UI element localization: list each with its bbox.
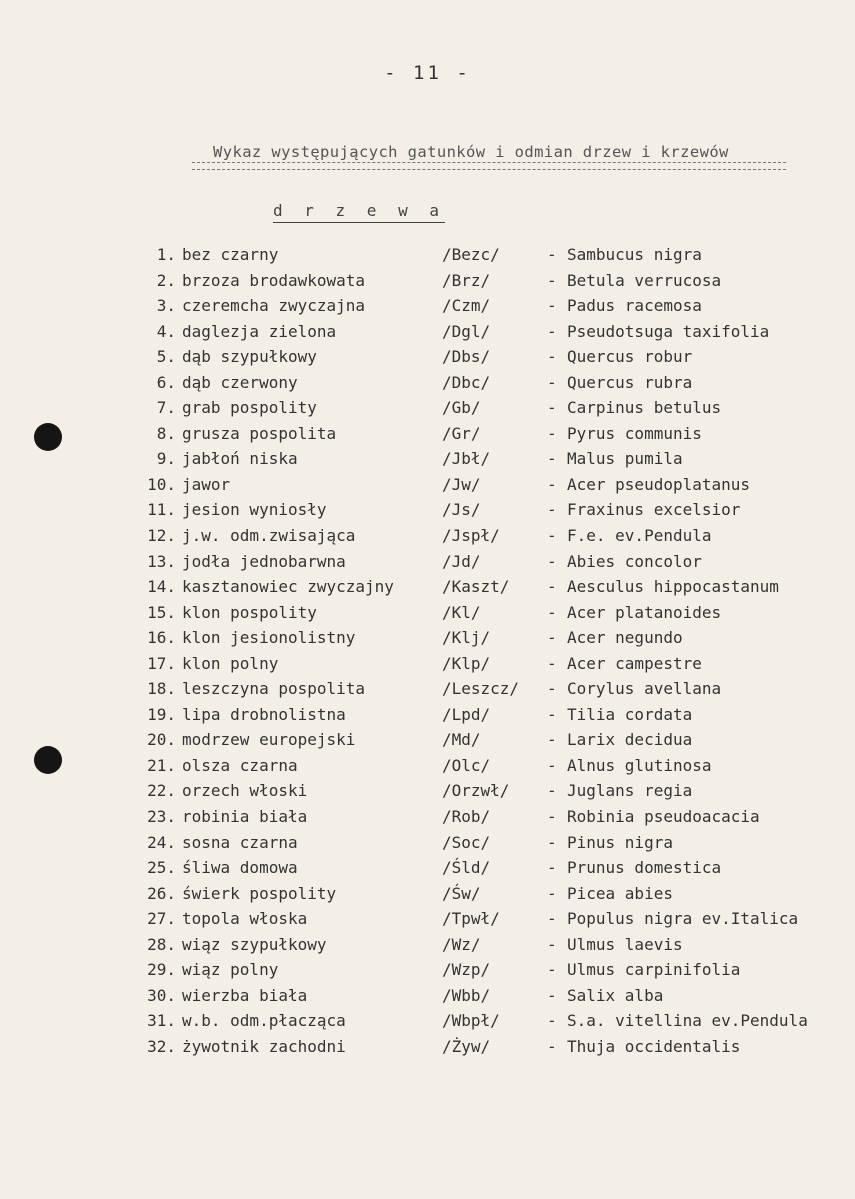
species-latin-name: Padus racemosa (567, 296, 702, 316)
species-abbreviation: /Św/ (442, 883, 481, 903)
species-latin-name: F.e. ev.Pendula (567, 526, 712, 546)
species-latin-name: Fraxinus excelsior (567, 500, 741, 520)
species-polish-name: bez czarny (182, 245, 279, 264)
species-abbreviation: /Bezc/ (442, 245, 500, 264)
species-polish-name: dąb szypułkowy (182, 347, 317, 367)
species-separator: - (547, 270, 557, 290)
species-number: 31. (147, 1011, 176, 1031)
species-row (0, 524, 855, 550)
species-abbreviation: /Dbs/ (442, 347, 491, 367)
species-number: 23. (147, 807, 176, 827)
species-row (0, 933, 855, 959)
species-abbreviation: /Dbc/ (442, 372, 491, 392)
species-abbreviation: /Olc/ (442, 755, 491, 775)
species-latin-name: Acer campestre (567, 653, 702, 673)
species-separator: - (547, 347, 557, 367)
species-latin-name: Acer negundo (567, 628, 683, 648)
species-row (0, 728, 855, 754)
species-polish-name: świerk pospolity (182, 883, 337, 903)
species-separator: - (547, 526, 557, 546)
species-number: 29. (147, 960, 176, 980)
species-number: 3. (156, 296, 176, 316)
species-number: 18. (147, 679, 176, 699)
species-polish-name: sosna czarna (182, 832, 298, 852)
species-abbreviation: /Czm/ (442, 296, 491, 316)
species-polish-name: wiąz szypułkowy (182, 934, 327, 954)
species-polish-name: jodła jednobarwna (182, 551, 346, 571)
species-row (0, 652, 855, 678)
species-abbreviation: /Wz/ (442, 934, 481, 954)
species-separator: - (547, 883, 557, 903)
species-row (0, 805, 855, 831)
species-number: 32. (147, 1036, 176, 1056)
species-number: 6. (156, 372, 176, 392)
section-heading: d r z e w a (273, 201, 445, 220)
species-row (0, 882, 855, 908)
species-abbreviation: /Jbł/ (442, 449, 491, 469)
species-abbreviation: /Tpwł/ (442, 909, 500, 929)
species-abbreviation: /Jspł/ (442, 526, 500, 546)
species-latin-name: Prunus domestica (567, 858, 722, 878)
species-row (0, 575, 855, 601)
species-abbreviation: /Rob/ (442, 807, 491, 827)
species-row (0, 345, 855, 371)
species-separator: - (547, 321, 557, 341)
species-polish-name: w.b. odm.płacząca (182, 1011, 346, 1031)
species-row (0, 498, 855, 524)
species-row (0, 703, 855, 729)
species-polish-name: grusza pospolita (182, 423, 337, 443)
species-latin-name: Salix alba (567, 985, 664, 1005)
species-abbreviation: /Brz/ (442, 270, 491, 290)
species-row (0, 473, 855, 499)
species-latin-name: S.a. vitellina ev.Pendula (567, 1011, 808, 1031)
species-number: 15. (147, 602, 176, 622)
species-abbreviation: /Jd/ (442, 551, 481, 571)
species-row (0, 294, 855, 320)
species-number: 5. (156, 347, 176, 367)
species-abbreviation: /Orzwł/ (442, 781, 510, 801)
species-latin-name: Acer platanoides (567, 602, 722, 622)
species-number: 21. (147, 755, 176, 775)
species-list (0, 243, 855, 1061)
species-number: 30. (147, 985, 176, 1005)
species-abbreviation: /Md/ (442, 730, 481, 750)
species-polish-name: robinia biała (182, 807, 308, 827)
species-separator: - (547, 985, 557, 1005)
species-separator: - (547, 1011, 557, 1031)
species-latin-name: Larix decidua (567, 730, 693, 750)
species-latin-name: Quercus robur (567, 347, 693, 367)
species-number: 11. (147, 500, 176, 520)
species-polish-name: śliwa domowa (182, 858, 298, 878)
species-separator: - (547, 909, 557, 929)
species-abbreviation: /Kl/ (442, 602, 481, 622)
species-polish-name: jawor (182, 474, 231, 494)
species-row (0, 243, 855, 269)
species-latin-name: Juglans regia (567, 781, 693, 801)
species-separator: - (547, 934, 557, 954)
species-abbreviation: /Śld/ (442, 858, 491, 878)
species-abbreviation: /Gr/ (442, 423, 481, 443)
species-row (0, 677, 855, 703)
species-abbreviation: /Dgl/ (442, 321, 491, 341)
species-row (0, 269, 855, 295)
species-polish-name: dąb czerwony (182, 372, 298, 392)
species-polish-name: klon pospolity (182, 602, 317, 622)
species-separator: - (547, 551, 557, 571)
species-separator: - (547, 398, 557, 418)
species-abbreviation: /Gb/ (442, 398, 481, 418)
species-abbreviation: /Lpd/ (442, 704, 491, 724)
species-latin-name: Alnus glutinosa (567, 755, 712, 775)
species-abbreviation: /Klp/ (442, 653, 491, 673)
species-separator: - (547, 960, 557, 980)
species-separator: - (547, 372, 557, 392)
species-polish-name: żywotnik zachodni (182, 1036, 346, 1056)
species-row (0, 958, 855, 984)
species-separator: - (547, 653, 557, 673)
page-number: - 11 - (384, 62, 471, 84)
species-number: 4. (156, 321, 176, 341)
species-abbreviation: /Jw/ (442, 474, 481, 494)
species-row (0, 907, 855, 933)
species-polish-name: klon jesionolistny (182, 628, 356, 648)
species-polish-name: czeremcha zwyczajna (182, 296, 366, 316)
species-polish-name: wierzba biała (182, 985, 308, 1005)
species-latin-name: Pyrus communis (567, 423, 702, 443)
species-row (0, 396, 855, 422)
species-abbreviation: /Wbpł/ (442, 1011, 500, 1031)
species-abbreviation: /Js/ (442, 500, 481, 520)
species-separator: - (547, 602, 557, 622)
species-latin-name: Pinus nigra (567, 832, 673, 852)
species-number: 2. (156, 270, 176, 290)
species-number: 13. (147, 551, 176, 571)
species-number: 17. (147, 653, 176, 673)
species-polish-name: orzech włoski (182, 781, 308, 801)
species-latin-name: Corylus avellana (567, 679, 722, 699)
species-row (0, 320, 855, 346)
species-latin-name: Tilia cordata (567, 704, 693, 724)
species-number: 8. (156, 423, 176, 443)
species-number: 20. (147, 730, 176, 750)
species-separator: - (547, 704, 557, 724)
species-polish-name: modrzew europejski (182, 730, 356, 750)
species-row (0, 447, 855, 473)
species-row (0, 779, 855, 805)
species-row (0, 601, 855, 627)
title-double-rule (192, 162, 786, 170)
species-polish-name: olsza czarna (182, 755, 298, 775)
species-separator: - (547, 730, 557, 750)
species-abbreviation: /Soc/ (442, 832, 491, 852)
species-polish-name: grab pospolity (182, 398, 317, 418)
species-separator: - (547, 858, 557, 878)
species-separator: - (547, 628, 557, 648)
species-number: 19. (147, 704, 176, 724)
species-polish-name: klon polny (182, 653, 279, 673)
species-separator: - (547, 679, 557, 699)
species-separator: - (547, 449, 557, 469)
species-polish-name: kasztanowiec zwyczajny (182, 577, 394, 597)
species-abbreviation: /Żyw/ (442, 1036, 491, 1056)
species-number: 10. (147, 474, 176, 494)
species-separator: - (547, 423, 557, 443)
species-separator: - (547, 755, 557, 775)
species-row (0, 984, 855, 1010)
species-row (0, 754, 855, 780)
species-latin-name: Pseudotsuga taxifolia (567, 321, 770, 341)
species-latin-name: Quercus rubra (567, 372, 693, 392)
species-separator: - (547, 807, 557, 827)
species-separator: - (547, 474, 557, 494)
species-separator: - (547, 577, 557, 597)
species-latin-name: Abies concolor (567, 551, 702, 571)
species-polish-name: jesion wyniosły (182, 500, 327, 520)
species-polish-name: brzoza brodawkowata (182, 270, 366, 290)
species-latin-name: Sambucus nigra (567, 245, 702, 264)
species-latin-name: Ulmus carpinifolia (567, 960, 741, 980)
species-number: 25. (147, 858, 176, 878)
species-polish-name: j.w. odm.zwisająca (182, 526, 356, 546)
species-latin-name: Betula verrucosa (567, 270, 722, 290)
species-polish-name: jabłoń niska (182, 449, 298, 469)
species-separator: - (547, 781, 557, 801)
species-polish-name: daglezja zielona (182, 321, 337, 341)
species-separator: - (547, 832, 557, 852)
species-latin-name: Ulmus laevis (567, 934, 683, 954)
species-number: 7. (156, 398, 176, 418)
species-number: 12. (147, 526, 176, 546)
species-abbreviation: /Leszcz/ (442, 679, 520, 699)
species-latin-name: Populus nigra ev.Italica (567, 909, 799, 929)
species-latin-name: Aesculus hippocastanum (567, 577, 779, 597)
species-row (0, 1035, 855, 1061)
species-abbreviation: /Wbb/ (442, 985, 491, 1005)
species-latin-name: Malus pumila (567, 449, 683, 469)
species-number: 22. (147, 781, 176, 801)
species-row (0, 550, 855, 576)
document-title: Wykaz występujących gatunków i odmian drzew i krzewów (213, 143, 729, 161)
species-number: 26. (147, 883, 176, 903)
species-number: 27. (147, 909, 176, 929)
species-latin-name: Thuja occidentalis (567, 1036, 741, 1056)
species-abbreviation: /Kaszt/ (442, 577, 510, 597)
species-latin-name: Carpinus betulus (567, 398, 722, 418)
species-polish-name: wiąz polny (182, 960, 279, 980)
species-number: 24. (147, 832, 176, 852)
species-row (0, 422, 855, 448)
species-abbreviation: /Wzp/ (442, 960, 491, 980)
species-row (0, 371, 855, 397)
species-number: 28. (147, 934, 176, 954)
species-row (0, 831, 855, 857)
species-row (0, 856, 855, 882)
species-separator: - (547, 296, 557, 316)
species-number: 9. (156, 449, 176, 469)
species-number: 14. (147, 577, 176, 597)
species-number: 16. (147, 628, 176, 648)
species-latin-name: Robinia pseudoacacia (567, 807, 760, 827)
species-separator: - (547, 245, 557, 264)
species-polish-name: lipa drobnolistna (182, 704, 346, 724)
species-separator: - (547, 500, 557, 520)
species-row (0, 626, 855, 652)
species-polish-name: topola włoska (182, 909, 308, 929)
species-abbreviation: /Klj/ (442, 628, 491, 648)
species-polish-name: leszczyna pospolita (182, 679, 366, 699)
species-latin-name: Acer pseudoplatanus (567, 474, 751, 494)
species-row (0, 1009, 855, 1035)
species-latin-name: Picea abies (567, 883, 673, 903)
species-separator: - (547, 1036, 557, 1056)
species-number: 1. (156, 245, 176, 264)
